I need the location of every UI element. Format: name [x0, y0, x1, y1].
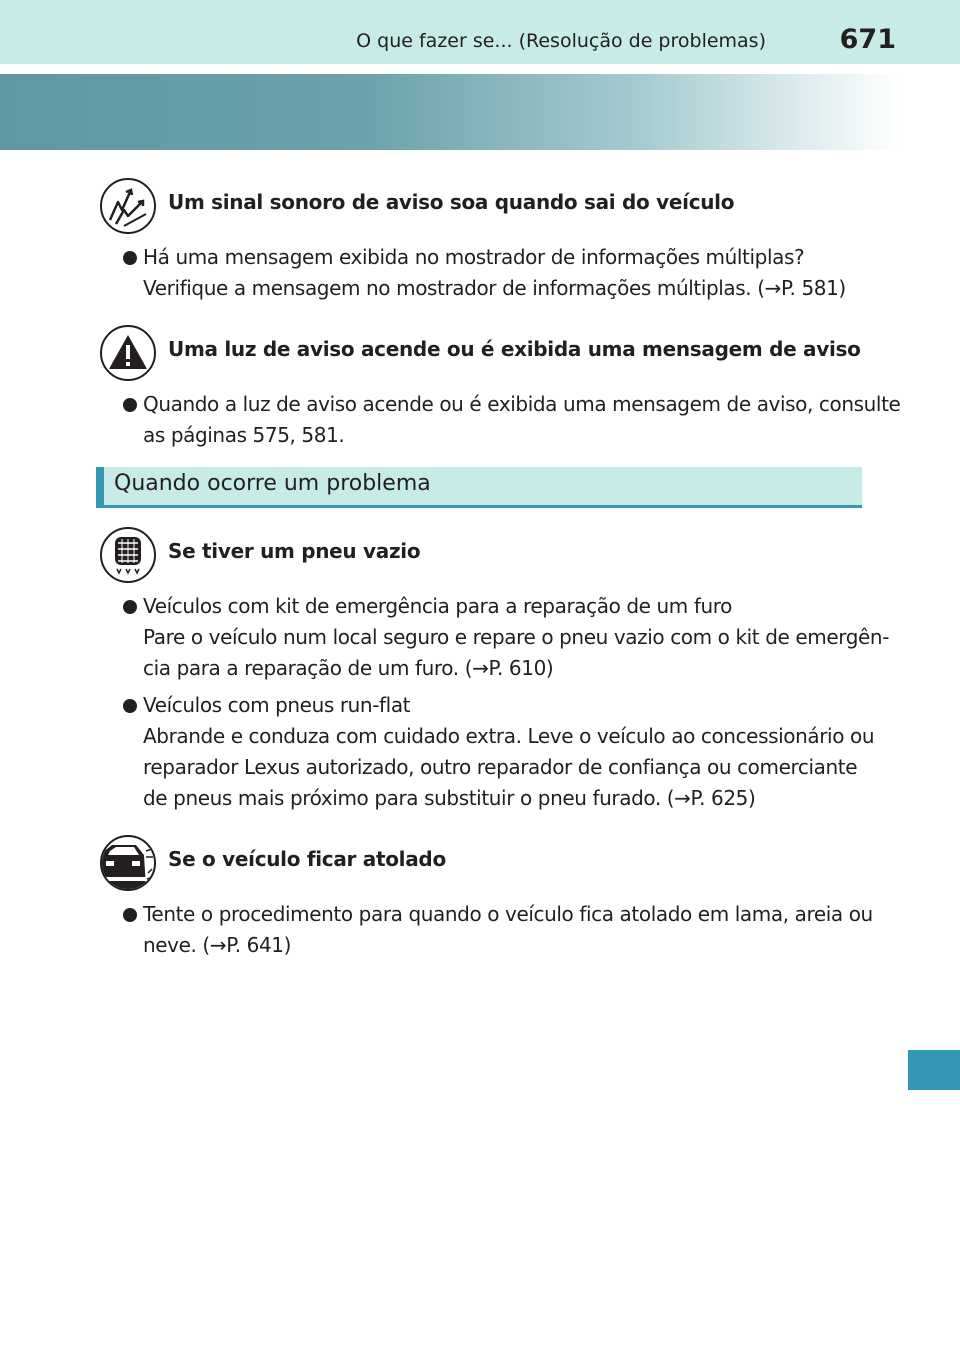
block-paragraph [143, 389, 901, 451]
problem-paragraph [143, 690, 875, 814]
section-accent-bar [96, 467, 104, 508]
bullet [123, 600, 137, 614]
text-line: neve. (→P. 641) [143, 933, 292, 957]
text-line: Abrande e conduza com cuidado extra. Leve o veículo ao concessionário ou [143, 724, 875, 748]
text-line: Há uma mensagem exibida no mostrador de informações múltiplas? [143, 245, 805, 269]
chapter-side-tab [908, 1050, 960, 1090]
text-line: Veículos com pneus run-flat [143, 693, 411, 717]
block-heading: Um sinal sonoro de aviso soa quando sai do veículo [168, 190, 735, 214]
bullet [123, 251, 137, 265]
header-title: O que fazer se... (Resolução de problemas) [356, 30, 766, 52]
text-line: de pneus mais próximo para substituir o pneu furado. (→P. 625) [143, 786, 756, 810]
text-line: Tente o procedimento para quando o veículo fica atolado em lama, areia ou [143, 902, 873, 926]
page-number: 671 [839, 24, 896, 55]
text-line: Veículos com kit de emergência para a reparação de um furo [143, 594, 732, 618]
bullet [123, 908, 137, 922]
text-line: Pare o veículo num local seguro e repare o pneu vazio com o kit de emergên- [143, 625, 890, 649]
flat-tire-icon [100, 527, 156, 583]
warning-triangle-icon [100, 325, 156, 381]
problem-heading: Se o veículo ficar atolado [168, 847, 446, 871]
bullet [123, 699, 137, 713]
problem-paragraph [143, 591, 890, 684]
section-title: Quando ocorre um problema [114, 471, 431, 496]
text-line: as páginas 575, 581. [143, 423, 345, 447]
problem-paragraph [143, 899, 873, 961]
block-heading: Uma luz de aviso acende ou é exibida uma mensagem de aviso [168, 337, 861, 361]
text-line: cia para a reparação de um furo. (→P. 610) [143, 656, 554, 680]
warning-buzzer-icon [100, 178, 156, 234]
text-line: Quando a luz de aviso acende ou é exibida uma mensagem de aviso, consulte [143, 392, 901, 416]
text-line: Verifique a mensagem no mostrador de informações múltiplas. (→P. 581) [143, 276, 846, 300]
problem-heading: Se tiver um pneu vazio [168, 539, 421, 563]
section-heading-box [96, 467, 862, 508]
block-paragraph [143, 242, 856, 304]
text-line: reparador Lexus autorizado, outro reparador de confiança ou comerciante [143, 755, 858, 779]
decorative-gradient-band [0, 74, 900, 150]
bullet [123, 398, 137, 412]
stuck-vehicle-icon [100, 835, 156, 891]
